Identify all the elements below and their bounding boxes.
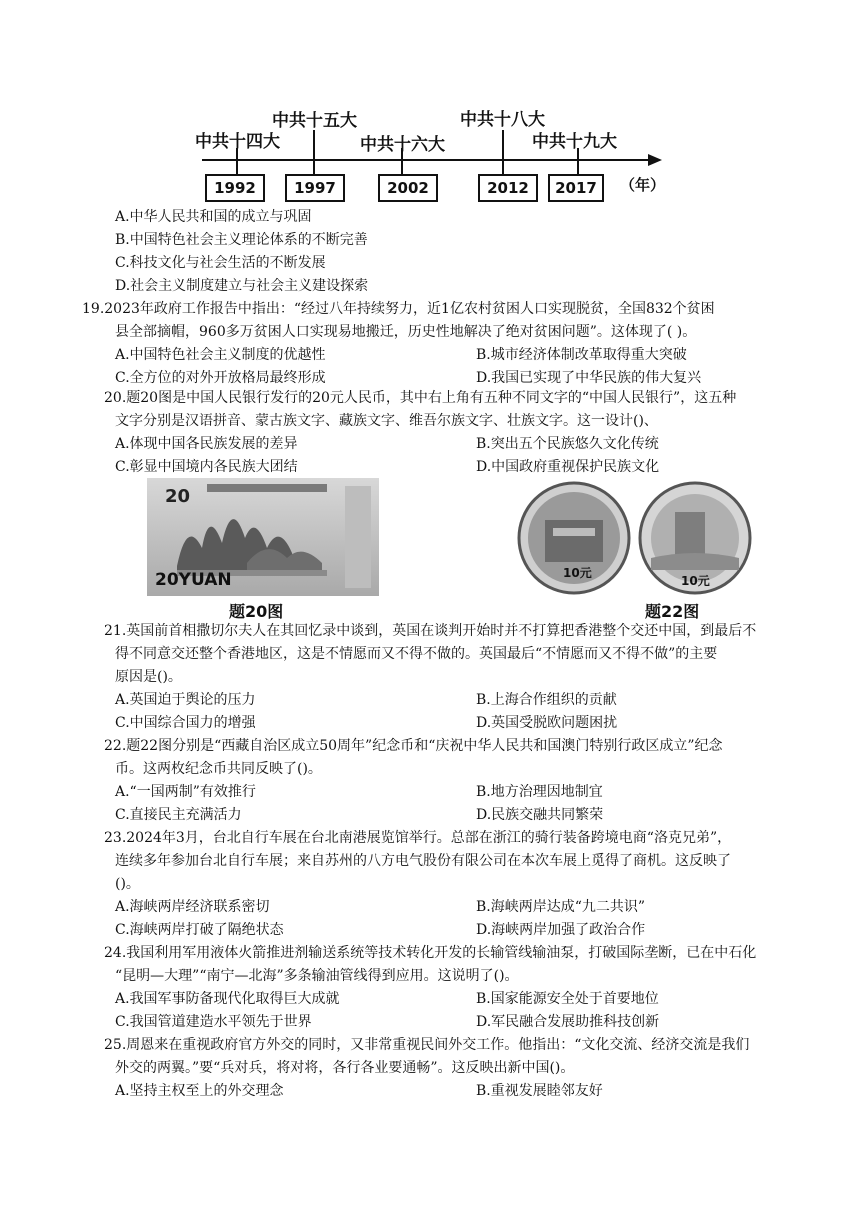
coin-value-right: 10元	[681, 574, 710, 588]
q19-option-a: A.中国特色社会主义制度的优越性	[115, 347, 326, 363]
q23-option-a: A.海峡两岸经济联系密切	[115, 899, 270, 915]
q25-option-b: B.重视发展睦邻友好	[476, 1083, 603, 1099]
q21-option-d: D.英国受脱欧问题困扰	[476, 715, 618, 731]
coin-value-left: 10元	[563, 566, 592, 580]
coins-image	[515, 478, 755, 596]
q18-option-a: A.中华人民共和国的成立与巩固	[115, 209, 312, 225]
q20-option-d: D.中国政府重视保护民族文化	[476, 459, 660, 475]
q21-option-a: A.英国迫于舆论的压力	[115, 692, 256, 708]
q24-option-c: C.我国管道建造水平领先于世界	[115, 1014, 312, 1030]
timeline-label-15: 中共十五大	[272, 111, 357, 131]
timeline-year-1992: 1992	[205, 174, 265, 202]
q20-option-c: C.彰显中国境内各民族大团结	[115, 459, 298, 475]
timeline-year-2017: 2017	[548, 174, 604, 202]
timeline-year-1997: 1997	[285, 174, 345, 202]
q22-option-a: A.“一国两制”有效推行	[115, 784, 256, 800]
timeline-unit: （年）	[620, 176, 666, 194]
figure-20-caption: 题20图	[229, 602, 284, 621]
q21-stem-line-2: 得不同意交还整个香港地区，这是不情愿而又不得不做的。英国最后“不情愿而又不得不做”的主要	[115, 646, 718, 662]
q24-stem-line-2: “昆明—大理”“南宁—北海”多条输油管线得到应用。这说明了()。	[115, 968, 519, 984]
q21-option-b: B.上海合作组织的贡献	[476, 692, 617, 708]
timeline-figure	[190, 100, 680, 210]
q19-option-b: B.城市经济体制改革取得重大突破	[476, 347, 687, 363]
q22-option-b: B.地方治理因地制宜	[476, 784, 603, 800]
q20-option-a: A.体现中国各民族发展的差异	[115, 436, 298, 452]
q22-option-c: C.直接民主充满活力	[115, 807, 242, 823]
q20-option-b: B.突出五个民族悠久文化传统	[476, 436, 659, 452]
q23-stem-line-3: ()。	[115, 876, 140, 892]
q25-stem-line-1: 25.周恩来在重视政府官方外交的同时，又非常重视民间外交工作。他指出：“文化交流、经济交流是我们	[104, 1037, 750, 1053]
q23-stem-line-1: 23.2024年3月，台北自行车展在台北南港展览馆举行。总部在浙江的骑行装备跨境电商“洛克兄弟”，	[104, 830, 732, 846]
timeline-label-19: 中共十九大	[532, 132, 617, 152]
q18-option-c: C.科技文化与社会生活的不断发展	[115, 255, 326, 271]
banknote-value-top: 20	[165, 486, 191, 507]
banknote-value-bottom: 20YUAN	[155, 570, 232, 590]
q21-stem-line-3: 原因是()。	[115, 669, 182, 685]
q24-option-d: D.军民融合发展助推科技创新	[476, 1014, 660, 1030]
timeline-year-2012: 2012	[478, 174, 538, 202]
q23-stem-line-2: 连续多年参加台北自行车展；来自苏州的八方电气股份有限公司在本次车展上觅得了商机。这反映了	[115, 853, 731, 869]
q21-option-c: C.中国综合国力的增强	[115, 715, 256, 731]
q19-option-d: D.我国已实现了中华民族的伟大复兴	[476, 370, 702, 386]
timeline-year-2002: 2002	[378, 174, 438, 202]
banknote-image	[147, 478, 379, 596]
q25-stem-line-2: 外交的两翼。”要“兵对兵，将对将，各行各业要通畅”。这反映出新中国()。	[115, 1060, 575, 1076]
q20-stem-line-1: 20.题20图是中国人民银行发行的20元人民币，其中右上角有五种不同文字的“中国人民银行”，这五种	[104, 390, 737, 406]
q18-option-b: B.中国特色社会主义理论体系的不断完善	[115, 232, 368, 248]
coins-illustration	[515, 478, 755, 596]
q24-option-b: B.国家能源安全处于首要地位	[476, 991, 659, 1007]
q22-stem-line-1: 22.题22图分别是“西藏自治区成立50周年”纪念币和“庆祝中华人民共和国澳门特别行政区成立”纪念	[104, 738, 723, 754]
q22-stem-line-2: 币。这两枚纪念币共同反映了()。	[115, 761, 322, 777]
q23-option-c: C.海峡两岸打破了隔绝状态	[115, 922, 284, 938]
q19-option-c: C.全方位的对外开放格局最终形成	[115, 370, 326, 386]
q24-stem-line-1: 24.我国利用军用液体火箭推进剂输送系统等技术转化开发的长输管线输油泵，打破国际垄断，已在中石化	[104, 945, 757, 961]
q19-stem-line-2: 县全部摘帽，960多万贫困人口实现易地搬迁，历史性地解决了绝对贫困问题”。这体现了( )。	[115, 324, 697, 340]
q19-stem-line-1: 19.2023年政府工作报告中指出：“经过八年持续努力，近1亿农村贫困人口实现脱贫，全国832个贫困	[82, 301, 715, 317]
timeline-label-14: 中共十四大	[195, 132, 280, 152]
q18-option-d: D.社会主义制度建立与社会主义建设探索	[115, 278, 369, 294]
q24-option-a: A.我国军事防备现代化取得巨大成就	[115, 991, 340, 1007]
q23-option-b: B.海峡两岸达成“九二共识”	[476, 899, 646, 915]
figure-22-caption: 题22图	[645, 602, 700, 621]
q25-option-a: A.坚持主权至上的外交理念	[115, 1083, 284, 1099]
q21-stem-line-1: 21.英国前首相撒切尔夫人在其回忆录中谈到，英国在谈判开始时并不打算把香港整个交还中国，到最后不	[104, 623, 757, 639]
timeline-label-18: 中共十八大	[460, 110, 545, 130]
q23-option-d: D.海峡两岸加强了政治合作	[476, 922, 646, 938]
q20-stem-line-2: 文字分别是汉语拼音、蒙古族文字、藏族文字、维吾尔族文字、壮族文字。这一设计()、	[115, 413, 658, 429]
q22-option-d: D.民族交融共同繁荣	[476, 807, 604, 823]
timeline-label-16: 中共十六大	[360, 135, 445, 155]
